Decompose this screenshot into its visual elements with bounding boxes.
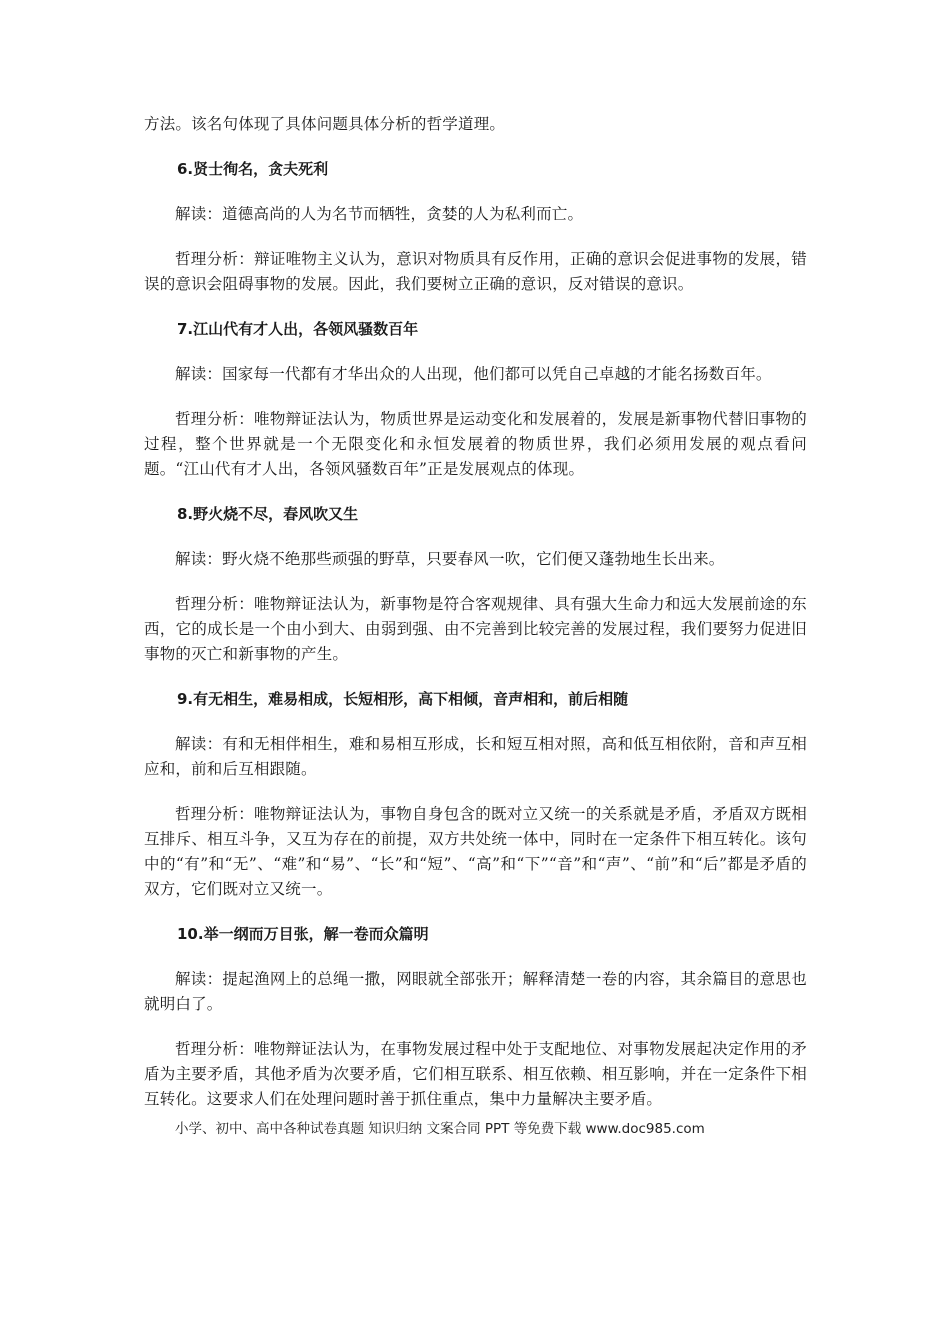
section-analysis: 哲理分析：唯物辩证法认为，在事物发展过程中处于支配地位、对事物发展起决定作用的矛盾为主要矛盾，其他矛盾为次要矛盾，它们相互联系、相互依赖、相互影响，并在一定条件下相互转化。这要求人们在处理问题时善于抓住重点，集中力量解决主要矛盾。: [144, 1040, 807, 1108]
section-9: [144, 687, 807, 902]
section-title: 8.野火烧不尽，春风吹又生: [177, 505, 359, 523]
section-reading: 解读：提起渔网上的总绳一撒，网眼就全部张开；解释清楚一卷的内容，其余篇目的意思也就明白了。: [144, 970, 807, 1013]
footer-download-notice: 小学、初中、高中各种试卷真题 知识归纳 文案合同 PPT 等免费下载 www.doc985.com: [175, 1121, 705, 1137]
section-6: [144, 157, 807, 297]
section-reading: 解读：道德高尚的人为名节而牺牲，贪婪的人为私利而亡。: [175, 205, 584, 223]
section-analysis: 哲理分析：唯物辩证法认为，新事物是符合客观规律、具有强大生命力和远大发展前途的东西，它的成长是一个由小到大、由弱到强、由不完善到比较完善的发展过程，我们要努力促进旧事物的灭亡和新事物的产生。: [144, 595, 807, 663]
section-8: [144, 502, 807, 667]
section-10: [144, 922, 807, 1112]
section-reading: 解读：野火烧不绝那些顽强的野草，只要春风一吹，它们便又蓬勃地生长出来。: [175, 550, 725, 568]
document-page: [144, 112, 807, 1140]
section-reading: 解读：有和无相伴相生，难和易相互形成，长和短互相对照，高和低互相依附，音和声互相应和，前和后互相跟随。: [144, 735, 807, 778]
section-analysis: 哲理分析：辩证唯物主义认为，意识对物质具有反作用，正确的意识会促进事物的发展，错误的意识会阻碍事物的发展。因此，我们要树立正确的意识，反对错误的意识。: [144, 250, 807, 293]
section-analysis: 哲理分析：唯物辩证法认为，事物自身包含的既对立又统一的关系就是矛盾，矛盾双方既相互排斥、相互斗争，又互为存在的前提，双方共处统一体中，同时在一定条件下相互转化。该句中的“有”和“无”、“难”和“易”、“长”和“短”、“高”和“下”“音”和“声”、“前”和“后”都是矛盾的双方，它们既对立又统一。: [144, 805, 807, 898]
section-title: 6.贤士徇名，贪夫死利: [177, 160, 329, 178]
section-7: [144, 317, 807, 482]
section-analysis: 哲理分析：唯物辩证法认为，物质世界是运动变化和发展着的，发展是新事物代替旧事物的过程，整个世界就是一个无限变化和永恒发展着的物质世界，我们必须用发展的观点看问题。“江山代有才人出，各领风骚数百年”正是发展观点的体现。: [144, 410, 807, 478]
section-title: 10.举一纲而万目张，解一卷而众篇明: [177, 925, 429, 943]
section-title: 9.有无相生，难易相成，长短相形，高下相倾，音声相和，前后相随: [177, 690, 629, 708]
intro-tail-text: 方法。该名句体现了具体问题具体分析的哲学道理。: [144, 115, 506, 133]
section-reading: 解读：国家每一代都有才华出众的人出现，他们都可以凭自己卓越的才能名扬数百年。: [175, 365, 772, 383]
section-title: 7.江山代有才人出，各领风骚数百年: [177, 320, 419, 338]
